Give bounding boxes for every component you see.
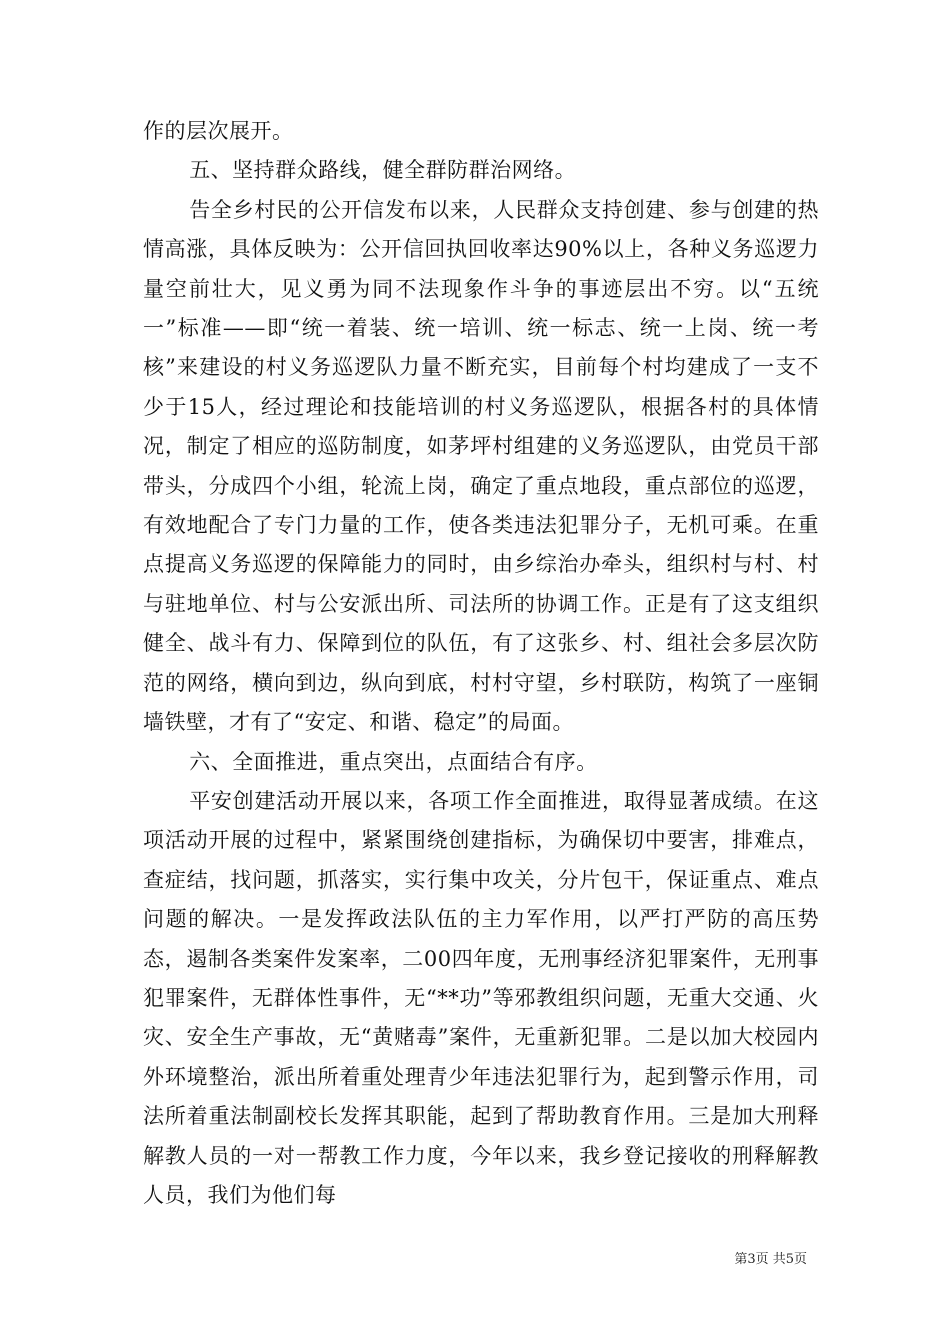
page-number-footer: 第3页 共5页	[734, 1252, 807, 1267]
paragraph-comprehensive-progress: 平安创建活动开展以来，各项工作全面推进，取得显著成绩。在这项活动开展的过程中，紧紧围绕创建指标，为确保切中要害，排难点，查症结，找问题，抓落实，实行集中攻关，分片包干，保证重点、难点问题的解决。一是发挥政法队伍的主力军作用，以严打严防的高压势态，遏制各类案件发案率，二00四年度，无刑事经济犯罪案件，无刑事犯罪案件，无群体性事件，无“**功”等邪教组织问题，无重大交通、火灾、安全生产事故，无“黄赌毒”案件，无重新犯罪。二是以加大校园内外环境整治，派出所着重处理青少年违法犯罪行为，起到警示作用，司法所着重法制副校长发挥其职能，起到了帮助教育作用。三是加大刑释解教人员的一对一帮教工作力度，今年以来，我乡登记接收的刑释解教人员，我们为他们每	[143, 788, 819, 1207]
paragraph-continuation: 作的层次展开。	[143, 119, 294, 143]
section-heading-five: 五、坚持群众路线，健全群防群治网络。	[189, 158, 577, 183]
document-body	[143, 112, 819, 1215]
section-heading-six: 六、全面推进，重点突出，点面结合有序。	[189, 749, 598, 774]
paragraph-mass-defense: 告全乡村民的公开信发布以来，人民群众支持创建、参与创建的热情高涨，具体反映为：公开信回执回收率达90%以上，各种义务巡逻力量空前壮大，见义勇为同不法现象作斗争的事迹层出不穷。以“五统一”标准——即“统一着装、统一培训、统一标志、统一上岗、统一考核”来建设的村义务巡逻队力量不断充实，目前每个村均建成了一支不少于15人，经过理论和技能培训的村义务巡逻队，根据各村的具体情况，制定了相应的巡防制度，如茅坪村组建的义务巡逻队，由党员干部带头，分成四个小组，轮流上岗，确定了重点地段，重点部位的巡逻，有效地配合了专门力量的工作，使各类违法犯罪分子，无机可乘。在重点提高义务巡逻的保障能力的同时，由乡综治办牵头，组织村与村、村与驻地单位、村与公安派出所、司法所的协调工作。正是有了这支组织健全、战斗有力、保障到位的队伍，有了这张乡、村、组社会多层次防范的网络，横向到边，纵向到底，村村守望，乡村联防，构筑了一座铜墙铁壁，才有了“安定、和谐、稳定”的局面。	[143, 197, 819, 735]
